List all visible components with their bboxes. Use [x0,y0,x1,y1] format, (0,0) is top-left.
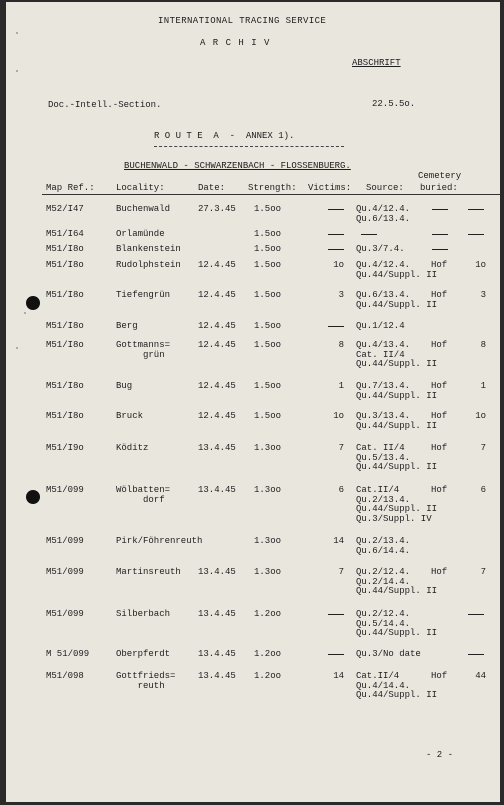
date-cell: 12.4.45 [198,321,236,331]
map-ref-cell: M51/I8o [46,244,84,254]
strength-cell: 1.5oo [254,229,282,239]
date-cell: 13.4.45 [198,485,236,495]
buried-cell: 7 [480,443,486,453]
victims-cell: 1o [333,411,344,421]
date-cell: 13.4.45 [198,671,236,681]
date-cell: 12.4.45 [198,340,236,350]
date-cell: 13.4.45 [198,649,236,659]
table-row [6,610,500,650]
strength-cell: 1.5oo [254,244,282,254]
strength-cell: 1.5oo [254,321,282,331]
route-path: BUCHENWALD - SCHWARZENBACH - FLOSSENBUERG. [124,161,351,171]
source-cell: Qu.2/12.4. Qu.5/14.4. Qu.44/Suppl. II [356,609,438,638]
map-ref-cell: M51/098 [46,671,84,681]
victims-cell: 7 [338,567,344,577]
locality-cell: Köditz [116,443,149,453]
org-name: INTERNATIONAL TRACING SERVICE [158,16,327,26]
col-map-ref: Map Ref.: [46,183,95,193]
hof-cell: Hof [431,340,448,350]
empty-hof-dash [432,234,448,235]
source-cell: Qu.6/13.4. Qu.44/Suppl. II [356,290,438,310]
victims-cell: 1o [333,260,344,270]
strength-cell: 1.3oo [254,443,282,453]
map-ref-cell: M51/I8o [46,381,84,391]
source-cell: Cat. II/4 Qu.5/13.4. Qu.44/Suppl. II [356,443,438,472]
map-ref-cell: M51/I8o [46,411,84,421]
source-cell: Qu.4/12.4. Qu.44/Suppl. II [356,260,438,280]
buried-cell: 1 [480,381,486,391]
empty-victims-dash [328,326,344,327]
locality-cell: Gottfrieds= reuth [116,671,176,691]
map-ref-cell: M 51/099 [46,649,90,659]
empty-victims-dash [328,614,344,615]
locality-cell: Buchenwald [116,204,171,214]
table-row [6,486,500,526]
strength-cell: 1.5oo [254,290,282,300]
map-ref-cell: M51/I8o [46,290,84,300]
locality-cell: Blankenstein [116,244,181,254]
buried-cell: 6 [480,485,486,495]
buried-cell: 1o [475,411,486,421]
source-cell: Qu.1/12.4 [356,321,405,331]
date-cell: 13.4.45 [198,567,236,577]
victims-cell: 14 [333,536,344,546]
locality-cell: Oberpferdt [116,649,171,659]
table-row [6,672,500,712]
source-cell: Qu.7/13.4. Qu.44/Suppl. II [356,381,438,401]
locality-cell: Orlamünde [116,229,165,239]
strength-cell: 1.5oo [254,411,282,421]
speck [16,70,18,72]
locality-cell: Bug [116,381,133,391]
col-strength: Strength: [248,183,297,193]
strength-cell: 1.5oo [254,340,282,350]
source-cell: Cat.II/4 Qu.2/13.4. Qu.44/Suppl. II Qu.3/Suppl. IV [356,485,438,524]
source-cell: Qu.4/12.4. Qu.6/13.4. [356,204,411,224]
map-ref-cell: M51/I9o [46,443,84,453]
map-ref-cell: M51/099 [46,536,84,546]
hof-cell: Hof [431,671,448,681]
hof-cell: Hof [431,290,448,300]
hof-cell: Hof [431,443,448,453]
locality-cell: Martinsreuth [116,567,181,577]
victims-cell: 1 [338,381,344,391]
header-rule [42,194,500,195]
buried-cell: 7 [480,567,486,577]
empty-hof-dash [432,249,448,250]
empty-victims-dash [328,209,344,210]
col-source: Source: [366,183,404,193]
source-cell: Qu.3/7.4. [356,244,405,254]
strength-cell: 1.2oo [254,649,282,659]
locality-cell: Wölbatten= dorf [116,485,171,505]
date-cell: 12.4.45 [198,290,236,300]
locality-cell: Bruck [116,411,144,421]
hof-cell: Hof [431,411,448,421]
cemetery-label: Cemetery [418,171,462,181]
document-page [6,2,500,802]
strength-cell: 1.2oo [254,671,282,681]
source-cell: Qu.3/13.4. Qu.44/Suppl. II [356,411,438,431]
date-cell: 27.3.45 [198,204,236,214]
empty-hof-dash [432,209,448,210]
empty-buried-dash [468,209,484,210]
locality-cell: Gottmanns= grün [116,340,171,360]
section-name: Doc.-Intell.-Section. [48,100,162,110]
locality-cell: Pirk/Föhrenreuth [116,536,203,546]
date-cell: 12.4.45 [198,381,236,391]
buried-cell: 8 [480,340,486,350]
strength-cell: 1.3oo [254,485,282,495]
empty-victims-dash [328,234,344,235]
source-cell: Qu.4/13.4. Cat. II/4 Qu.44/Suppl. II [356,340,438,369]
empty-source-dash [361,234,377,235]
table-row [6,341,500,381]
locality-cell: Tiefengrün [116,290,171,300]
archive-title: A R C H I V [200,38,271,48]
map-ref-cell: M51/099 [46,485,84,495]
date-cell: 12.4.45 [198,260,236,270]
empty-victims-dash [328,249,344,250]
empty-victims-dash [328,654,344,655]
hof-cell: Hof [431,567,448,577]
victims-cell: 3 [338,290,344,300]
document-date: 22.5.5o. [372,99,416,109]
col-victims: Victims: [308,183,352,193]
victims-cell: 7 [338,443,344,453]
table-row [6,444,500,484]
locality-cell: Silberbach [116,609,171,619]
victims-cell: 6 [338,485,344,495]
map-ref-cell: M51/099 [46,567,84,577]
date-cell: 12.4.45 [198,411,236,421]
locality-cell: Rudolphstein [116,260,181,270]
strength-cell: 1.5oo [254,204,282,214]
hof-cell: Hof [431,381,448,391]
strength-cell: 1.2oo [254,609,282,619]
map-ref-cell: M51/I8o [46,260,84,270]
date-cell: 13.4.45 [198,443,236,453]
date-cell: 13.4.45 [198,609,236,619]
route-underline [154,146,344,147]
source-cell: Cat.II/4 Qu.4/14.4. Qu.44/Suppl. II [356,671,438,700]
buried-cell: 1o [475,260,486,270]
victims-cell: 14 [333,671,344,681]
empty-buried-dash [468,614,484,615]
table-row [6,568,500,608]
source-cell: Qu.2/13.4. Qu.6/14.4. [356,536,411,556]
strength-cell: 1.5oo [254,260,282,270]
strength-cell: 1.3oo [254,567,282,577]
empty-buried-dash [468,234,484,235]
strength-cell: 1.3oo [254,536,282,546]
col-buried: buried: [420,183,458,193]
source-cell: Qu.3/No date [356,649,421,659]
map-ref-cell: M51/I8o [46,340,84,350]
empty-buried-dash [468,654,484,655]
route-title: R O U T E A - ANNEX 1). [154,131,295,141]
copy-mark: ABSCHRIFT [352,58,401,68]
hof-cell: Hof [431,485,448,495]
victims-cell: 8 [338,340,344,350]
map-ref-cell: M51/I8o [46,321,84,331]
buried-cell: 3 [480,290,486,300]
locality-cell: Berg [116,321,138,331]
col-locality: Locality: [116,183,165,193]
col-date: Date: [198,183,226,193]
map-ref-cell: M51/I64 [46,229,84,239]
map-ref-cell: M51/099 [46,609,84,619]
hof-cell: Hof [431,260,448,270]
strength-cell: 1.5oo [254,381,282,391]
map-ref-cell: M52/I47 [46,204,84,214]
speck [16,32,18,34]
page-number: - 2 - [426,750,454,760]
buried-cell: 44 [475,671,486,681]
source-cell: Qu.2/12.4. Qu.2/14.4. Qu.44/Suppl. II [356,567,438,596]
